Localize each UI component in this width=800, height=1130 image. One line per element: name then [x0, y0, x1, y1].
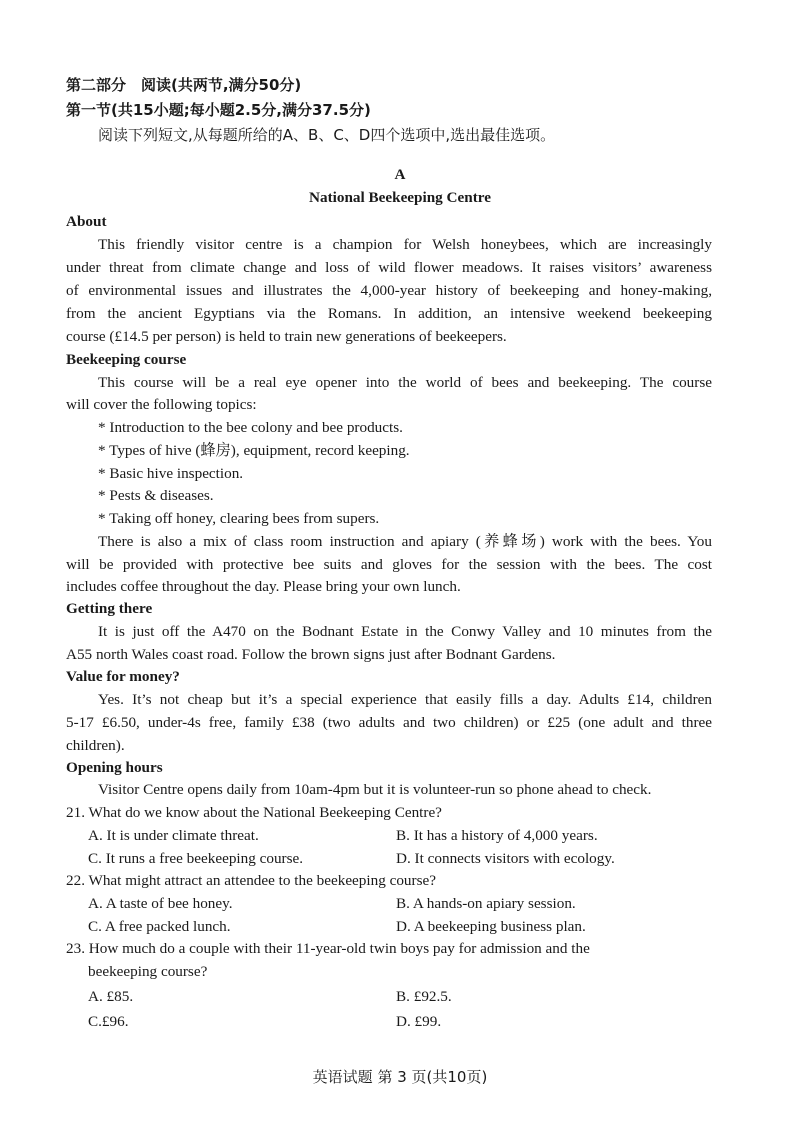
- section-heading: 第一节(共15小题;每小题2.5分,满分37.5分): [66, 101, 371, 119]
- paragraph-line: This course will be a real eye opener into the world of bees and beekeeping. The course: [98, 374, 712, 391]
- option-d: D. A beekeeping business plan.: [396, 918, 586, 935]
- paragraph-line: A55 north Wales coast road. Follow the brown signs just after Bodnant Gardens.: [66, 646, 556, 663]
- paragraph-line: This friendly visitor centre is a champion for Welsh honeybees, which are increasingly: [98, 236, 712, 253]
- part-heading: 第二部分 阅读(共两节,满分50分): [66, 76, 302, 94]
- option-c: C.£96.: [88, 1013, 129, 1030]
- paragraph-line: children).: [66, 737, 125, 754]
- option-a: A. It is under climate threat.: [88, 827, 259, 844]
- paragraph-line: Visitor Centre opens daily from 10am-4pm but it is volunteer-run so phone ahead to check.: [98, 781, 652, 798]
- paragraph-line: course (£14.5 per person) is held to train new generations of beekeepers.: [66, 328, 507, 345]
- paragraph-line: will be provided with protective bee suits and gloves for the session with the bees. The cost: [66, 556, 712, 573]
- topic-item: * Types of hive (蜂房), equipment, record keeping.: [98, 442, 410, 459]
- value-heading: Value for money?: [66, 668, 180, 685]
- getting-heading: Getting there: [66, 600, 153, 617]
- option-b: B. It has a history of 4,000 years.: [396, 827, 598, 844]
- option-b: B. A hands-on apiary session.: [396, 895, 576, 912]
- hours-heading: Opening hours: [66, 759, 163, 776]
- topic-item: * Pests & diseases.: [98, 487, 214, 504]
- option-a: A. £85.: [88, 988, 134, 1005]
- paragraph-line: includes coffee throughout the day. Please bring your own lunch.: [66, 578, 461, 595]
- passage-title: National Beekeeping Centre: [309, 189, 491, 206]
- paragraph-line: under threat from climate change and loss of wild flower meadows. It raises visitors’ awareness: [66, 259, 712, 276]
- paragraph-line: 5-17 £6.50, under-4s free, family £38 (two adults and two children) or £25 (one adult and three: [66, 714, 712, 731]
- question-stem-cont: beekeeping course?: [88, 963, 208, 980]
- page-footer: 英语试题 第 3 页(共10页): [312, 1068, 488, 1086]
- paragraph-line: of environmental issues and illustrates the 4,000-year history of beekeeping and honey-making,: [66, 282, 712, 299]
- paragraph-line: There is also a mix of class room instruction and apiary (养蜂场) work with the bees. You: [98, 533, 712, 550]
- option-c: C. A free packed lunch.: [88, 918, 231, 935]
- passage-label: A: [394, 166, 406, 183]
- option-b: B. £92.5.: [396, 988, 452, 1005]
- topic-item: * Basic hive inspection.: [98, 465, 244, 482]
- about-heading: About: [66, 213, 107, 230]
- paragraph-line: will cover the following topics:: [66, 396, 257, 413]
- option-d: D. £99.: [396, 1013, 442, 1030]
- question-stem: 21. What do we know about the National Beekeeping Centre?: [66, 804, 442, 821]
- paragraph-line: from the ancient Egyptians via the Romans. In addition, an intensive weekend beekeeping: [66, 305, 712, 322]
- option-a: A. A taste of bee honey.: [88, 895, 233, 912]
- paragraph-line: It is just off the A470 on the Bodnant Estate in the Conwy Valley and 10 minutes from the: [98, 623, 712, 640]
- course-heading: Beekeeping course: [66, 351, 187, 368]
- question-stem: 22. What might attract an attendee to the beekeeping course?: [66, 872, 436, 889]
- option-c: C. It runs a free beekeeping course.: [88, 850, 304, 867]
- option-d: D. It connects visitors with ecology.: [396, 850, 615, 867]
- question-stem: 23. How much do a couple with their 11-year-old twin boys pay for admission and the: [66, 940, 590, 957]
- paragraph-line: Yes. It’s not cheap but it’s a special experience that easily fills a day. Adults £14, children: [98, 691, 712, 708]
- topic-item: * Introduction to the bee colony and bee products.: [98, 419, 403, 436]
- instruction-text: 阅读下列短文,从每题所给的A、B、C、D四个选项中,选出最佳选项。: [98, 126, 556, 144]
- topic-item: * Taking off honey, clearing bees from supers.: [98, 510, 380, 527]
